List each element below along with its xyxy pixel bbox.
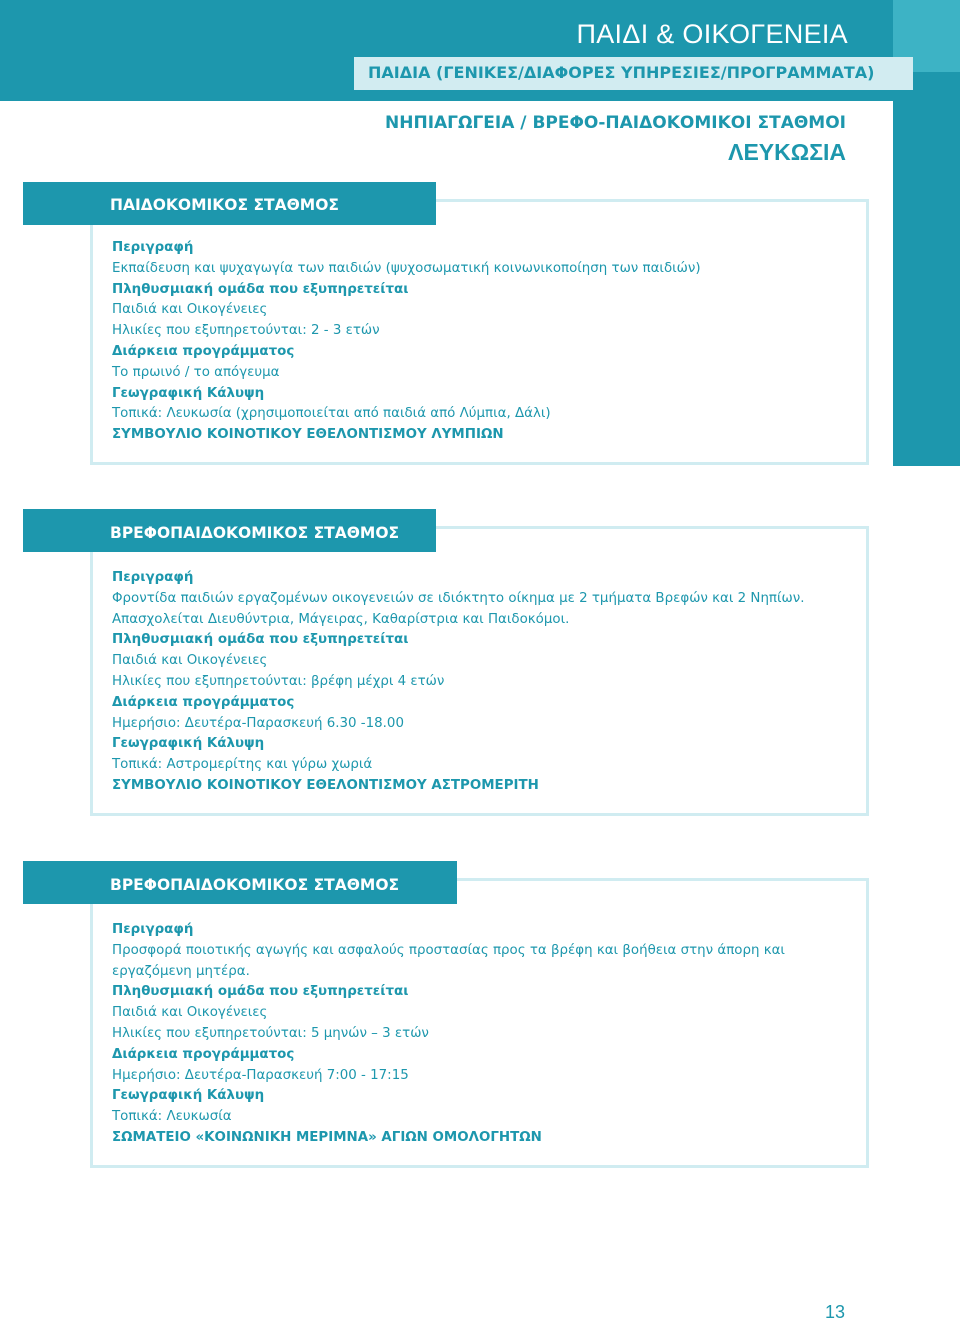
card-3-field-label: Πληθυσμιακή ομάδα που εξυπηρετείται xyxy=(112,984,409,1000)
card-2-field-label: Περιγραφή xyxy=(112,570,194,585)
card-2-field-value: Ημερήσιο: Δευτέρα-Παρασκευή 6.30 -18.00 xyxy=(112,715,404,731)
card-2-field-label: Πληθυσμιακή ομάδα που εξυπηρετείται xyxy=(112,632,409,648)
card-1-organization-name: ΣΥΜΒΟΥΛΙΟ ΚΟΙΝΟΤΙΚΟΥ ΕΘΕΛΟΝΤΙΣΜΟΥ ΛΥΜΠΙΩΝ xyxy=(112,427,504,443)
card-1-field-label: Γεωγραφική Κάλυψη xyxy=(112,385,265,401)
card-3-field-label: Περιγραφή xyxy=(112,922,194,937)
card-2-field-label: Διάρκεια προγράμματος xyxy=(112,694,295,710)
card-3-field-value: Παιδιά και Οικογένειες xyxy=(112,1005,268,1021)
card-1-field-label: Διάρκεια προγράμματος xyxy=(112,343,295,359)
card-1-field-value: Ηλικίες που εξυπηρετούνται: 2 - 3 ετών xyxy=(112,323,380,339)
service-card-2-details xyxy=(112,568,804,797)
card-1-field-value: Παιδιά και Οικογένειες xyxy=(112,302,268,318)
card-1-field-value: Τοπικά: Λευκωσία (χρησιμοποιείται από παιδιά από Λύμπια, Δάλι) xyxy=(112,406,551,422)
service-card-3-details xyxy=(112,920,812,1149)
card-3-field-label: Διάρκεια προγράμματος xyxy=(112,1046,295,1062)
card-2-field-value: Απασχολείται Διευθύντρια, Μάγειρας, Καθαρίστρια και Παιδοκόμοι. xyxy=(112,611,570,627)
card-1-field-value: Εκπαίδευση και ψυχαγωγία των παιδιών (ψυχοσωματική κοινωνικοποίηση των παιδιών) xyxy=(112,260,701,276)
subtitle-text: ΠΑΙΔΙΑ (ΓΕΝΙΚΕΣ/ΔΙΑΦΟΡΕΣ ΥΠΗΡΕΣΙΕΣ/ΠΡΟΓΡΑΜΜΑΤΑ) xyxy=(368,63,875,82)
category-heading: ΝΗΠΙΑΓΩΓΕΙΑ / ΒΡΕΦΟ-ΠΑΙΔΟΚΟΜΙΚΟΙ ΣΤΑΘΜΟΙ xyxy=(385,113,846,133)
service-card-1-details xyxy=(112,238,701,446)
service-card-3-heading: ΒΡΕΦΟΠΑΙΔΟΚΟΜΙΚΟΣ ΣΤΑΘΜΟΣ xyxy=(110,876,400,894)
card-3-field-value: Ημερήσιο: Δευτέρα-Παρασκευή 7:00 - 17:15 xyxy=(112,1067,409,1083)
card-1-field-value: Το πρωινό / το απόγευμα xyxy=(112,364,280,380)
card-1-field-label: Περιγραφή xyxy=(112,240,194,255)
card-1-field-label: Πληθυσμιακή ομάδα που εξυπηρετείται xyxy=(112,281,409,297)
card-2-field-value: Φροντίδα παιδιών εργαζομένων οικογενειών σε ιδιόκτητο οίκημα με 2 τμήματα Βρεφών και 2 Νηπίων. xyxy=(112,590,805,606)
card-3-field-label: Γεωγραφική Κάλυψη xyxy=(112,1088,265,1104)
card-2-field-value: Ηλικίες που εξυπηρετούνται: βρέφη μέχρι 4 ετών xyxy=(112,673,445,689)
card-3-organization-name: ΣΩΜΑΤΕΙΟ «ΚΟΙΝΩΝΙΚΗ ΜΕΡΙΜΝΑ» ΑΓΙΩΝ ΟΜΟΛΟΓΗΤΩΝ xyxy=(112,1129,542,1145)
card-2-field-value: Τοπικά: Αστρομερίτης και γύρω χωριά xyxy=(112,757,373,773)
card-3-field-value: Τοπικά: Λευκωσία xyxy=(112,1109,232,1125)
city-heading: ΛΕΥΚΩΣΙΑ xyxy=(728,139,846,165)
card-2-organization-name: ΣΥΜΒΟΥΛΙΟ ΚΟΙΝΟΤΙΚΟΥ ΕΘΕΛΟΝΤΙΣΜΟΥ ΑΣΤΡΟΜΕΡΙΤΗ xyxy=(112,777,539,793)
card-2-field-value: Παιδιά και Οικογένειες xyxy=(112,653,268,669)
subtitle-bar xyxy=(354,57,913,90)
page-number: 13 xyxy=(825,1302,846,1322)
card-2-field-label: Γεωγραφική Κάλυψη xyxy=(112,736,265,752)
service-card-1-heading: ΠΑΙΔΟΚΟΜΙΚΟΣ ΣΤΑΘΜΟΣ xyxy=(110,196,339,214)
service-card-2-heading: ΒΡΕΦΟΠΑΙΔΟΚΟΜΙΚΟΣ ΣΤΑΘΜΟΣ xyxy=(110,524,400,542)
card-3-field-value: Προσφορά ποιοτικής αγωγής και ασφαλούς προστασίας προς τα βρέφη και βοήθεια στην άπορη και εργαζόμενη μητέρα. xyxy=(112,942,785,979)
card-3-field-value: Ηλικίες που εξυπηρετούνται: 5 μηνών – 3 ετών xyxy=(112,1025,429,1041)
section-title: ΠΑΙΔΙ & ΟΙΚΟΓΕΝΕΙΑ xyxy=(576,19,848,49)
